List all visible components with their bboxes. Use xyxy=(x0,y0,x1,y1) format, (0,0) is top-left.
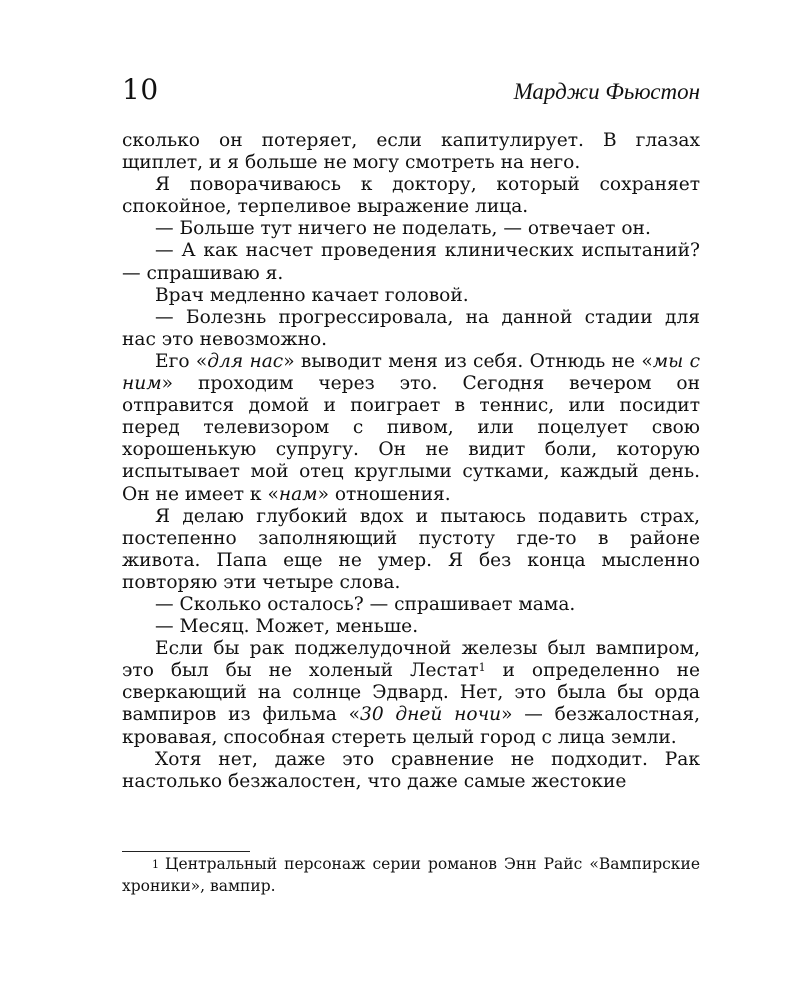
body-text xyxy=(122,130,700,793)
text-run: » проходим через это. Сегодня вечером он отправится домой и поиграет в теннис, или посидит перед телевизором с пивом, или поцелует свою хорошенькую супругу. Он не видит боли, которую испытывает мой отец круглыми сутками, каждый день. Он не имеет к « xyxy=(122,373,700,505)
text-run: — Болезнь прогрессировала, на данной стадии для нас это невозможно. xyxy=(122,306,700,350)
text-run: — Больше тут ничего не поделать, — отвечает он. xyxy=(155,218,651,240)
footnote-text: Центральный персонаж серии романов Энн Райс «Вампирские хроники», вампир. xyxy=(122,855,700,895)
paragraph xyxy=(122,351,700,506)
text-run: — Сколько осталось? — спрашивает мама. xyxy=(155,593,576,615)
paragraph xyxy=(122,174,700,218)
footnote xyxy=(122,853,700,897)
text-run: и определенно не сверкающий на солнце Эдвард. Нет, это была бы орда вампиров из фильма « xyxy=(122,660,700,726)
text-run: Врач медленно качает головой. xyxy=(155,284,469,306)
paragraph xyxy=(122,307,700,351)
footnote-number: 1 xyxy=(152,858,159,871)
text-run: сколько он потеряет, если капитулирует. В глазах щиплет, и я больше не могу смотреть на него. xyxy=(122,130,700,174)
text-run: Я поворачиваюсь к доктору, который сохраняет спокойное, терпеливое выражение лица. xyxy=(122,174,700,218)
text-run: Его « xyxy=(155,350,208,372)
page-number: 10 xyxy=(122,73,159,106)
text-run: » выводит меня из себя. Отнюдь не « xyxy=(283,350,653,372)
text-run: » — безжалостная, кровавая, способная стереть целый город с лица земли. xyxy=(122,704,700,748)
footnote-rule xyxy=(122,851,250,852)
paragraph xyxy=(122,594,700,616)
text-run: — А как насчет проведения клинических испытаний? — спрашиваю я. xyxy=(122,240,700,284)
paragraph xyxy=(122,749,700,793)
italic-text: мы с ним xyxy=(122,350,701,395)
footnote-reference: 1 xyxy=(478,661,486,675)
running-head: Марджи Фьюстон xyxy=(513,79,700,104)
italic-text: нам xyxy=(278,483,318,505)
paragraph xyxy=(122,506,700,594)
italic-text: для нас xyxy=(207,350,284,372)
text-run: Хотя нет, даже это сравнение не подходит. Рак настолько безжалостен, что даже самые жестокие xyxy=(122,748,700,792)
text-run: » отношения. xyxy=(317,483,451,505)
text-run: Если бы рак поджелудочной железы был вампиром, это был бы не холеный Лестат xyxy=(122,638,700,682)
paragraph xyxy=(122,130,700,174)
paragraph xyxy=(122,240,700,284)
paragraph xyxy=(122,285,700,307)
text-run: Я делаю глубокий вдох и пытаюсь подавить страх, постепенно заполняющий пустоту где-то в районе живота. Папа еще не умер. Я без конца мысленно повторяю эти четыре слова. xyxy=(122,505,700,593)
paragraph xyxy=(122,616,700,638)
paragraph xyxy=(122,638,700,748)
text-run: — Месяц. Может, меньше. xyxy=(155,616,419,638)
italic-text: 30 дней ночи xyxy=(359,704,502,726)
paragraph xyxy=(122,218,700,240)
